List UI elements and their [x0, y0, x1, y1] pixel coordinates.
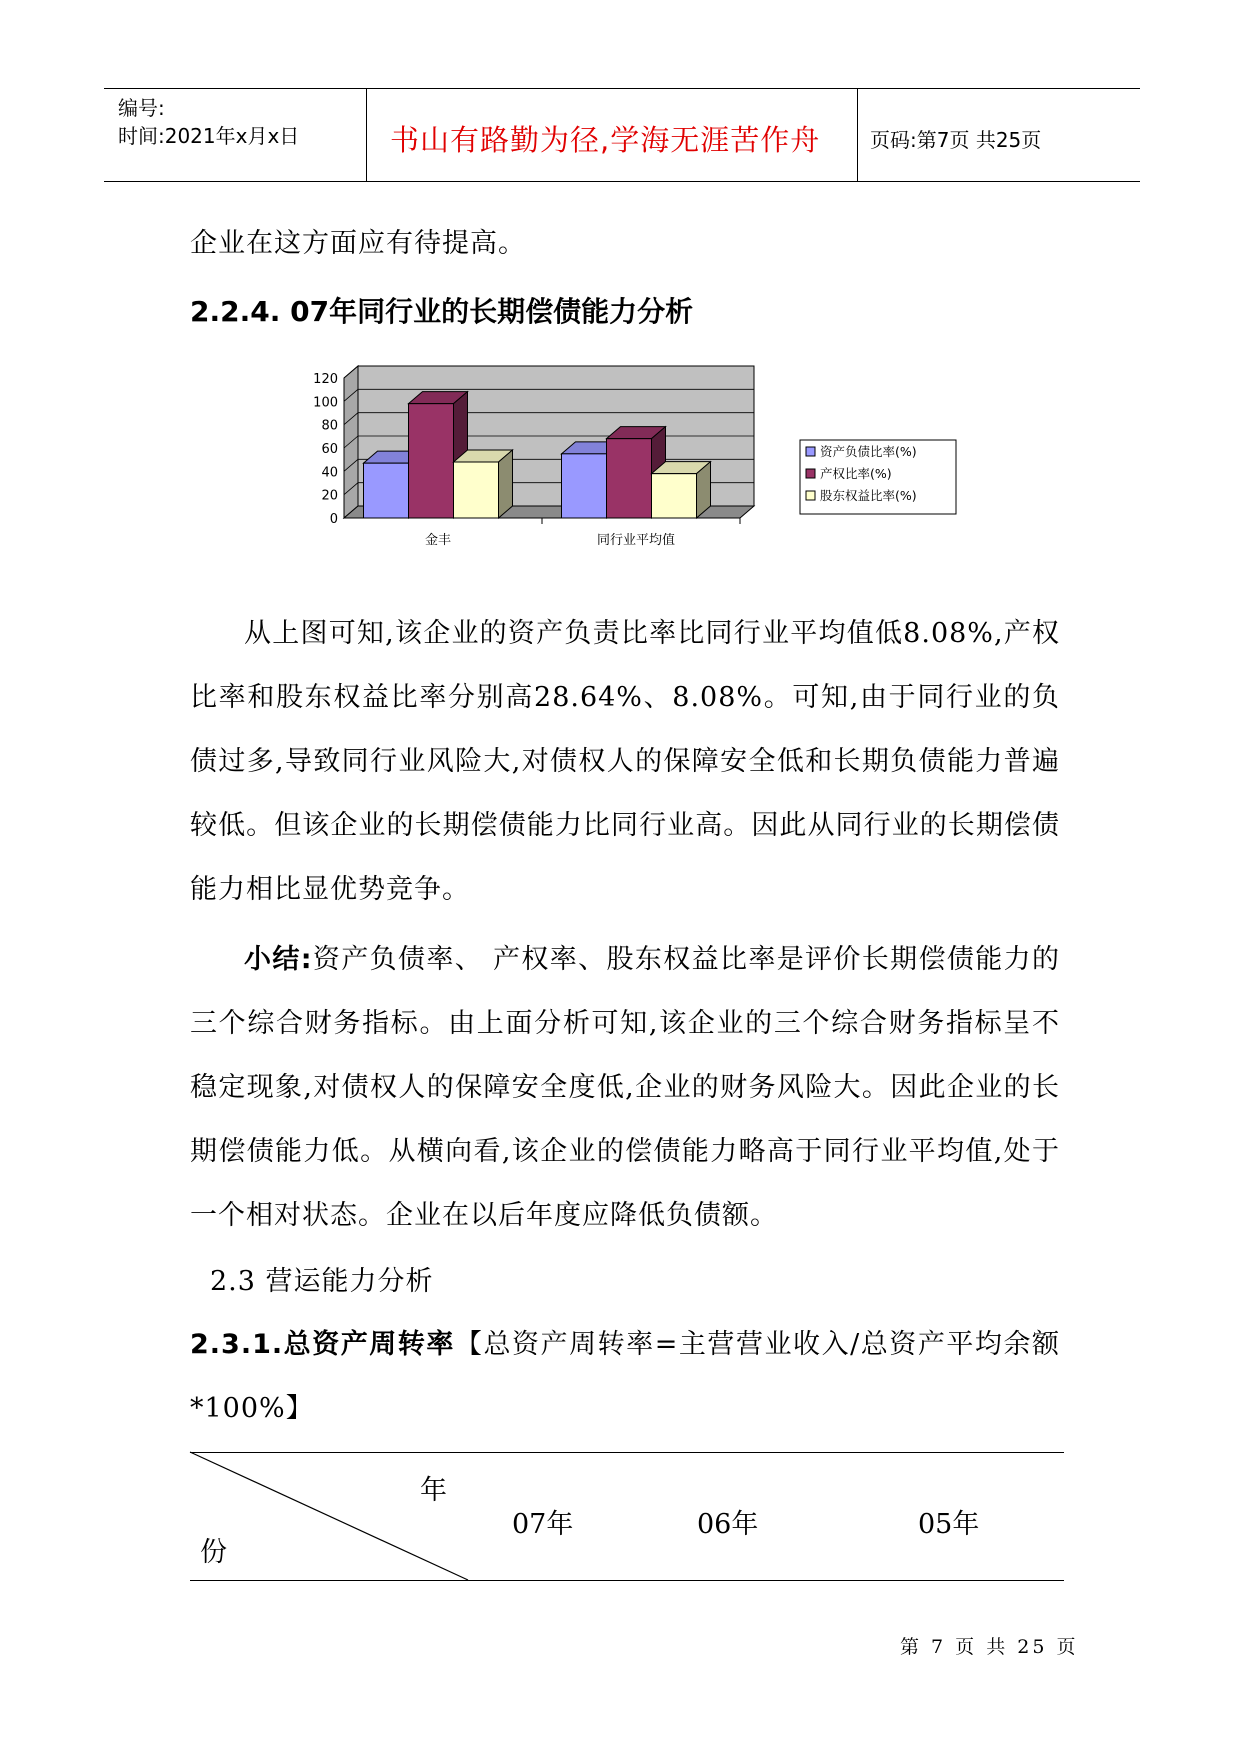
legend-swatch [806, 469, 815, 478]
legend-swatch [806, 491, 815, 500]
header-divider-right [857, 88, 858, 181]
header-divider-left [366, 88, 367, 181]
header-motto: 书山有路勤为径,学海无涯苦作舟 [390, 123, 821, 157]
y-tick-label: 80 [321, 418, 338, 434]
bar [562, 454, 607, 518]
time-label: 时间:2021年x月x日 [118, 124, 300, 148]
intro-line: 企业在这方面应有待提高。 [190, 228, 526, 259]
footer-page-number: 第 7 页 共 25 页 [900, 1636, 1079, 1658]
legend-swatch [806, 447, 815, 456]
section-231-title: 2.3.1.总资产周转率 [190, 1329, 455, 1360]
bar [454, 462, 499, 518]
x-category-label: 金丰 [424, 533, 452, 548]
legend-label: 产权比率(%) [820, 466, 892, 481]
header-page-info: 页码:第7页 共25页 [870, 128, 1042, 152]
bar-side-face [499, 450, 513, 518]
y-tick-label: 120 [313, 372, 338, 387]
y-tick-label: 20 [321, 488, 338, 504]
table-col-06: 06年 [697, 1509, 759, 1540]
header-top-rule [104, 88, 1140, 89]
legend-label: 股东权益比率(%) [820, 488, 917, 503]
summary-text: 资产负债率、 产权率、股东权益比率是评价长期偿债能力的三个综合财务指标。由上面分析可知,该企业的三个综合财务指标呈不稳定现象,对债权人的保障安全度低,企业的财务风险大。因此企业的长期偿债能力低。从横向看,该企业的偿债能力略高于同行业平均值,处于一个相对状态。企业在以后年度应降低负债额。 [190, 944, 1060, 1231]
x-category-label: 同行业平均值 [596, 533, 676, 548]
y-tick-label: 60 [321, 442, 338, 457]
y-tick-label: 40 [321, 465, 338, 481]
section-231-paragraph [190, 1313, 1060, 1441]
summary-label: 小结: [244, 944, 313, 975]
legend-label: 资产负债比率(%) [820, 444, 917, 459]
section-heading-224: 2.2.4. 07年同行业的长期偿债能力分析 [190, 295, 694, 328]
bar [364, 463, 409, 518]
table-col-05: 05年 [918, 1509, 980, 1540]
bar-chart [313, 360, 1080, 570]
y-tick-label: 100 [313, 395, 338, 411]
section-231-formula: 【总资产周转率=主营营业收入/总资产平均余额*100%】 [190, 1329, 1060, 1424]
analysis-paragraph: 从上图可知,该企业的资产负责比率比同行业平均值低8.08%,产权比率和股东权益比率分别高28.64%、8.08%。可知,由于同行业的负债过多,导致同行业风险大,对债权人的保障安全低和长期负债能力普遍较低。但该企业的长期偿债能力比同行业高。因此从同行业的长期偿债能力相比显优势竞争。 [190, 618, 1060, 905]
y-tick-label: 0 [329, 512, 338, 527]
table-corner-year: 年 [420, 1475, 447, 1506]
bar [607, 439, 652, 518]
summary-paragraph [190, 928, 1060, 1248]
table-corner-part: 份 [200, 1537, 227, 1568]
serial-number-label: 编号: [118, 96, 165, 120]
bar [652, 474, 697, 518]
section-23-heading: 2.3 营运能力分析 [210, 1266, 434, 1297]
bar [409, 404, 454, 518]
header-bottom-rule [104, 181, 1140, 182]
table-col-07: 07年 [512, 1509, 574, 1540]
